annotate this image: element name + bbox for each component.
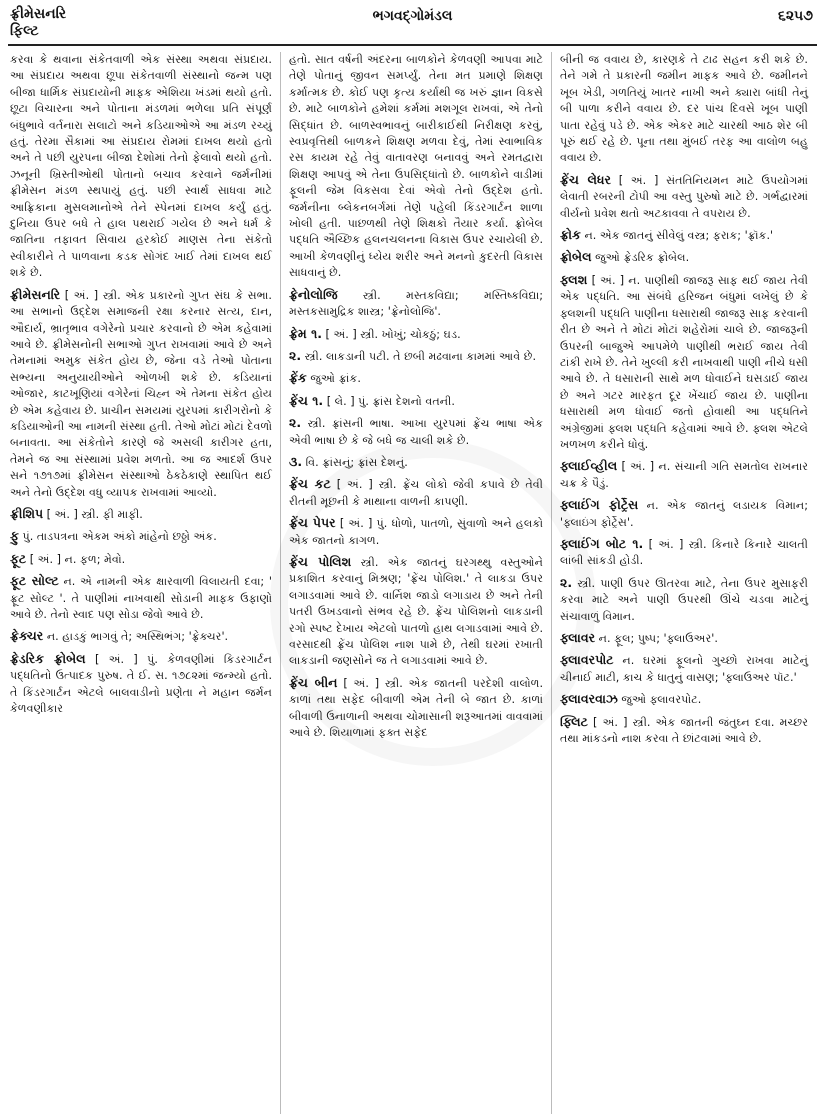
column-3: [552, 52, 816, 1114]
entry-grammar: [ લે. ] પું.: [323, 394, 373, 408]
dictionary-entry: [560, 691, 808, 708]
entry-definition: એક જાતનું ઘરગથ્થુ વસ્તુઓને પ્રકાશિત કરવાનું મિશ્રણ; 'ફ્રેંચ પોલિશ.' તે લાકડા ઉપર લગાડવામાં આવે છે. વાર્નિશ જાડો લગાડાય છે અને તેની પતરી ઉખડવાનો સંભવ રહે છે. ફ્રેંચ પોલિશનો લાકડાની રગો સ્પષ્ટ દેખાય એટલો પાતળો હાથ લગાડવામાં આવે છે. વરસાદથી ફ્રેંચ પોલિશ નાશ પામે છે, તેથી ઘરમાં રખાતી લાકડાની જણસોને જ તે લગાડવામાં આવે છે.: [289, 555, 543, 668]
entry-definition: સ્ત્રી. ફી માફી.: [81, 507, 143, 521]
entry-headword: ફ્રેનોલોજિ: [289, 286, 338, 302]
entry-grammar: [ અં. ] પું.: [335, 517, 392, 531]
entry-grammar: સ્ત્રી.: [572, 576, 601, 590]
entry-grammar: સ્ત્રી.: [351, 555, 388, 569]
dictionary-entry: [10, 287, 272, 501]
guide-word-first: ફ્રીમેસનરિ: [10, 6, 67, 22]
entry-grammar: પું.: [18, 530, 37, 544]
entry-grammar: ન.: [638, 499, 667, 513]
entry-definition: સ્ત્રી. એક પ્રકારનો ગુપ્ત સંઘ કે સભા. આ સભાનો ઉદ્દેશ સમાજની રક્ષા કરનાર સત્ય, દાન, ઔદાર્ય, ભ્રાતૃભાવ વગેરેનો પ્રચાર કરવાનો છે એમ કહેવામાં આવે છે. ફ્રીમેસનોની સભાઓ ગુપ્ત રાખવામાં આવે છે અને તેમનામાં અમુક સંકેત હોય છે, જેના વડે તેઓ પોતાના સભ્યના અનુયાયીઓને ઓળખી શકે છે. કડિયાનાં ઓજાર, કાટખૂણિયાં વગેરેનાં ચિહ્ન એ તેમના સંકેત હોય છે એમ કહેવાય છે. પ્રાચીન સમયમાં યુરપમાં કારીગરોનો કે કડિયાઓની આ નામની સંસ્થા હતી. તેઓ મોટાં મોટાં દેવળો બનાવતા. આ સંકેતોને કારણે જે અસલી કારીગર હતા, તેમને જ આ સંસ્થામાં પ્રવેશ મળતો. આ જ આદર્શ ઉપર સને ૧૭૧૭માં ફ્રીમેસન સંસ્થાઓ ઠેકઠેકાણે સ્થાપિત થઈ અને તેનો ઉદ્દેશ વધુ વ્યાપક રાખવામાં આવ્યો.: [10, 288, 272, 499]
column-1: [8, 52, 280, 1114]
dictionary-entry: [560, 497, 808, 531]
entry-definition: જુઓ ફ્રાંક.: [310, 372, 361, 386]
dictionary-entry: [560, 575, 808, 625]
dictionary-entry: [10, 573, 272, 623]
entry-definition: જુઓ ફ્લાવરપોટ.: [621, 693, 702, 707]
entry-grammar: વિ.: [302, 455, 323, 469]
dictionary-entry: [560, 652, 808, 686]
entry-definition: સંચાની ગતિ સમતોલ રાખનાર ચક્ર કે પૈડું.: [560, 460, 808, 490]
entry-definition: ફ્રેંચ લોકો જેવી કપાવે છે તેવી રીતની મૂછની કે માથાના વાળની કાપણી.: [289, 478, 543, 508]
dictionary-entry: [289, 415, 543, 449]
dictionary-entry: [289, 675, 543, 742]
dictionary-entry: [289, 515, 543, 549]
dictionary-entry: [560, 630, 808, 647]
entry-grammar: [ અં. ]: [610, 173, 667, 187]
guide-word-last: ફિલ્ટ: [10, 23, 39, 39]
entry-grammar: [ અં. ] સ્ત્રી.: [321, 327, 382, 341]
entry-headword: ફૂટ સોલ્ટ: [10, 573, 59, 589]
page-number: ૬૨૫૭: [778, 8, 813, 24]
continued-text: કરવા કે થવાના સંકેતવાળી એક સંસ્થા અથવા સંપ્રદાય. આ સંપ્રદાય અથવા છૂપા સંકેતવાળી સંસ્થાનો જન્મ પણ બીજા ધાર્મિક સંપ્રદાયોની માફક એશિયા ખંડમાં થયો હતો. છૂટા વિચારના અને પોતાના મંડળમાં ભળેલા પ્રતિ સંપૂર્ણ બંધુભાવે વર્તનારા સલાટો અને કડિયાઓએ આ મંડળ રચ્યું હતું. તેરમા સૈકામાં આ સંપ્રદાય રોમમાં દાખલ થયો હતો અને તે પછી યુરપના બીજા દેશોમાં તેનો ફેલાવો થયો હતો. ઝનૂની ખ્રિસ્તીઓથી પોતાનો બચાવ કરવાને જર્મનીમાં ફ્રીમેસન મંડળ સ્થપાયું હતું. પછી સ્વાર્થ સાધવા માટે આફ્રિકાના મુસલમાનોએ તેને સ્પેનમાં દાખલ કર્યું હતું. દુનિયા ઉપર બધે તે હાલ પથરાઈ ગયેલ છે અને ધર્મ કે જાતિના તફાવત સિવાય હરકોઈ માણસ તેના સંકેતો સ્વીકારીને તે પાળવાના કડક સોગંદ ખાઈ તેમાં દાખલ થઈ શકે છે.: [10, 53, 272, 280]
entry-headword: ફ્રેંચ કટ: [289, 476, 331, 492]
entry-grammar: [ અં. ] સ્ત્રી.: [330, 478, 403, 492]
entry-definition: ફૂલ; પુષ્પ; 'ફ્લાઉઅર'.: [614, 632, 718, 645]
dictionary-entry: [560, 536, 808, 570]
entry-definition: તાડપત્રના એકમ અંકો માંહેનો છઠ્ઠો અંક.: [36, 530, 217, 544]
entry-grammar: [ અં. ] સ્ત્રી.: [587, 715, 656, 729]
entry-headword: ફૂટ: [10, 550, 27, 566]
entry-headword: ફ્લાઈવ્હીલ: [560, 458, 618, 474]
entry-headword: ફ્રોબેલ: [560, 249, 592, 265]
entry-headword: ફુ: [10, 528, 19, 544]
entry-grammar: ન.: [580, 229, 600, 243]
entry-definition: ફ્રાંસની ભાષા. આખા યુરપમાં ફ્રેંચ ભાષા એક એવી ભાષા છે કે જે બધે જ ચાલી શકે છે.: [289, 417, 544, 447]
entry-definition: એક જાતની પરદેશી વાલોળ. કાળાં તથા સફેદ બીવાળી એમ તેની બે જાત છે. કાળાં બીવાળી ઉનાળાની અથવા ચોમાસાની શરૂઆતમાં વાવવામાં આવે છે. શિયાળામાં ફક્ત સફેદ: [289, 676, 544, 740]
entry-definition: ન. ફળ; મેવો.: [64, 552, 126, 566]
entry-headword: ફ્લાઈંગ ફોર્ટ્રેસ: [560, 497, 639, 513]
dictionary-entry: [560, 227, 808, 244]
dictionary-entry: [10, 651, 272, 718]
entry-grammar: [ અં. ] પું.: [85, 652, 168, 666]
dictionary-entry: [10, 551, 272, 568]
entry-headword: ફ્રેમ ૧.: [289, 325, 322, 341]
entry-definition: ખોખું; ચોકઠું; ઘડ.: [381, 327, 461, 341]
entry-grammar: ન.: [58, 575, 81, 589]
dictionary-entry: [10, 506, 272, 523]
dictionary-entry: [560, 272, 808, 453]
entry-grammar: સ્ત્રી.: [301, 417, 332, 431]
dictionary-entry: [10, 628, 272, 645]
entry-headword: ફ્રેંચ ૧.: [289, 392, 324, 408]
entry-definition: કેળવણીમાં કિડરગાર્ટન પદ્ધતિનો ઉત્પાદક પુરુષ. તે ઈ. સ. ૧૭૮૨માં જન્મ્યો હતો. તે કિંડરગાર્ટન એટલે બાલવાડીનો પ્રણેતા ને મહાન જર્મન કેળવણીકાર: [10, 652, 273, 716]
entry-headword: ફ્રેંચ લેધર: [560, 171, 611, 187]
entry-headword: ફ્લાવર: [560, 630, 596, 645]
entry-definition: ફ્રાંસ દેશનો વતની.: [372, 394, 455, 408]
entry-headword: ફ્રેંચ પોલિશ: [289, 553, 352, 569]
text-columns: [8, 52, 817, 1114]
entry-definition: એ નામની એક ક્ષારવાળી વિલાયતી દવા; ' ફ્રૂટ સોલ્ટ '. તે પાણીમાં નાખવાથી સોડાની માફક ઉફાણો આવે છે. તેનો સ્વાદ પણ સોડા જેવો આવે છે.: [10, 575, 273, 621]
entry-grammar: સ્ત્રી.: [301, 349, 326, 363]
entry-definition: એક જાતનું લડાયક વિમાન; 'ફ્લાઇંગ ફોર્ટ્રેસ'.: [560, 499, 808, 529]
entry-definition: લાકડાની પટી. તે છબી મઢવાના કામમાં આવે છે.: [325, 349, 536, 363]
dictionary-entry: [289, 287, 543, 321]
entry-definition: પાણી ઉપર ઊતરવા માટે, તેના ઉપર મુસાફરી કરવા માટે અને પાણી ઉપરથી ઊંચે ચડવા માટેનું સંચાવાળું વિમાન.: [560, 576, 808, 623]
entry-headword: ફ્લશ: [560, 271, 588, 287]
entry-headword: ફ્રેંચ બીન: [289, 674, 338, 690]
dictionary-entry: [560, 458, 808, 492]
dictionary-entry: [289, 454, 543, 471]
entry-headword: ૨.: [560, 574, 573, 590]
entry-headword: ફ્રેડરિક ફ્રોબેલ: [10, 650, 86, 666]
continued-text: હતો. સાત વર્ષની અંદરના બાળકોને કેળવણી આપવા માટે તેણે પોતાનું જીવન સમર્પ્યું. તેના મત પ્રમાણે શિક્ષણ કર્માત્મક છે. કોઈ પણ કૃત્ય કર્યાથી જ ખરું જ્ઞાન વિકસે છે. માટે બાળકોને હમેશાં કર્મમાં મશગૂલ રાખવાં, એ તેનો સિદ્ધાંત છે. બાળસ્વભાવનું બારીકાઈથી નિરીક્ષણ કરવું, સ્વપ્રવૃત્તિથી બાળકને શિક્ષણ મળવા દેવું, તેમાં સ્વાભાવિક રસ કાયમ રહે તેવું વાતાવરણ બનાવવું અને રમતદ્વારા શિક્ષણ આપવું એ તેના ઉપસિદ્ધાંતો છે. બાળકોને વાડીમાં ફૂલની જેમ વિકસવા દેવાં એવો તેનો ઉદ્દેશ હતો. જર્મનીના બ્લેકનબર્ગમાં તેણે પહેલી કિંડરગાર્ટન શાળા ખોલી હતી. પાછળથી તેણે શિક્ષકો તૈયાર કર્યા. ફ્રોબેલ પદ્ધતિ ઐચ્છિક હલનચલનના વિકાસ ઉપર રચાયેલી છે. આખી કેળવણીનું ધ્યેય શરીર અને મનનો કુદરતી વિકાસ સાધવાનું છે.: [289, 53, 543, 280]
entry-grammar: [ અં. ]: [60, 288, 103, 302]
entry-headword: ૨.: [289, 347, 302, 363]
entry-headword: ફ્રીમેસનરિ: [10, 286, 61, 302]
dictionary-entry: [560, 714, 808, 748]
entry-grammar: ન.: [43, 630, 63, 644]
dictionary-entry: [289, 476, 543, 510]
entry-definition: પાણીથી જાજરૂ સાફ થઈ જાય તેવી એક પદ્ધતિ. આ સંબંધે હરિજન બંધુમાં લખેલું છે કે ફ્લશની પદ્ધતિ પાણીના ધસારાથી જાજરૂ સાફ કરવાની રીત છે અને તે મોટાં મોટાં શહેરોમાં ચાલે છે. જાજરૂની ઉપરની બાજુએ આપમેળે પાણીથી ભરાઈ જાય તેવી ટાંકી રાખે છે. તેને ખુલ્લી કરી નાખવાથી પાણી નીચે ધસી આવે છે. તે ધસારાની સાથે મળ ધોવાઈને ઘસડાઈ જાય છે અને ગટર મારફત દૂર ખેંચાઈ જાય છે. પાણીના ધસારાથી મળ ધોવાઈ જતો હોવાથી આ પદ્ધતિને અંગ્રેજીમાં ફ્લશ પદ્ધતિ કહેવામાં આવે છે. ફ્લશ એટલે ખળખળ કરીને ધોવું.: [560, 273, 808, 451]
entry-definition: કિનારે કિનારે ચાલતી લાંબી સાંકડી હોડી.: [560, 537, 809, 568]
entry-definition: સંતતિનિયમન માટે ઉપયોગમાં લેવાતી રબરની ટોપી આ વસ્તુ પુરુષો માટે છે. ગર્ભદ્વારમાં વીર્યનો પ્રવેશ થતો અટકાવવા તે વપરાય છે.: [560, 173, 808, 220]
dictionary-entry: [289, 393, 543, 410]
entry-headword: ફ્લિટ: [560, 713, 588, 729]
entry-headword: ફ્લાવરવાઝ: [560, 691, 618, 707]
column-2: [280, 52, 552, 1114]
entry-headword: ફ્લાઈંગ બોટ ૧.: [560, 535, 644, 551]
entry-headword: ફ્રેક્ચર: [10, 628, 44, 644]
entry-headword: ફ્રેંચ પેપર: [289, 515, 336, 531]
entry-grammar: ન.: [595, 632, 615, 645]
entry-headword: ફ્લાવરપોટ: [560, 652, 614, 668]
entry-grammar: સ્ત્રી.: [337, 288, 406, 302]
entry-grammar: [ અં. ] ન.: [587, 273, 645, 287]
entry-headword: ફ્રોક: [560, 227, 581, 243]
entry-grammar: ન.: [613, 654, 644, 668]
dictionary-entry: [10, 528, 272, 545]
entry-definition: એક જાતનું સીવેલું વસ્ત્ર; ફરાક; 'ફ્રૉક.': [599, 229, 774, 243]
entry-headword: ફ્રીશિપ: [10, 505, 44, 521]
dictionary-entry: [289, 348, 543, 365]
page-header: [8, 6, 817, 46]
entry-definition: મસ્તકવિદ્યા; મસ્તિષ્કવિદ્યા; મસ્તકસામુદ્રિક શાસ્ત્ર; 'ફ્રેનોલોજિ'.: [289, 288, 544, 319]
entry-grammar: [ અં. ]: [43, 507, 82, 521]
continued-text: બીની જ વવાય છે, કારણકે તે ટાઢ સહન કરી શકે છે. તેને ગમે તે પ્રકારની જમીન માફક આવે છે. જમીનને ખૂબ ખેડી, ગળતિયું ખાતર નાખી અને ક્યારા બાંધી તેનું બી પાળા કરીને વવાય છે. દર પાંચ દિવસે ખૂબ પાણી પાતા રહેવું પડે છે. એક એકર માટે ચારથી આઠ શેર બી પૂરું થઈ રહે છે. પૂના તથા મુંબઈ તરફ આ વાલોળ બહુ વવાય છે.: [560, 53, 808, 165]
dictionary-entry: [560, 249, 808, 266]
entry-definition: ફ્રાંસનું; ફ્રાંસ દેશનું.: [322, 455, 408, 469]
entry-headword: ૩.: [289, 453, 303, 469]
dictionary-entry: [289, 370, 543, 387]
entry-headword: ૨.: [289, 415, 302, 431]
dictionary-entry: [560, 172, 808, 222]
entry-grammar: [ અં. ] ન.: [617, 460, 675, 474]
dictionary-entry: [289, 554, 543, 670]
entry-definition: હાડકું ભાગવું તે; અસ્થિભંગ; 'ફ્રેક્ચર'.: [62, 630, 229, 644]
entry-grammar: [ અં. ] સ્ત્રી.: [337, 676, 409, 690]
entry-grammar: [ અં. ] સ્ત્રી.: [643, 537, 712, 551]
book-title: ભગવદ્ગોમંડલ: [372, 8, 453, 24]
entry-definition: એક જાતની જંતુઘ્ન દવા. મચ્છર તથા માંકડનો નાશ કરવા તે છાંટવામાં આવે છે.: [560, 715, 808, 746]
entry-definition: જુઓ ફ્રેડરિક ફ્રોબેલ.: [595, 251, 690, 265]
entry-headword: ફ્રેંક: [289, 370, 307, 386]
dictionary-entry: [289, 326, 543, 343]
entry-definition: ધોળો, પાતળો, સુંવાળો અને હલકો એક જાતનો કાગળ.: [289, 517, 544, 547]
entry-definition: ઘરમાં ફૂલનો ગુચ્છો રાખવા માટેનું ચીનાઈ માટી, કાચ કે ધાતુનું વાસણ; 'ફ્લાઉઅર પૉટ.': [560, 654, 808, 684]
entry-grammar: [ અં. ]: [26, 552, 65, 566]
